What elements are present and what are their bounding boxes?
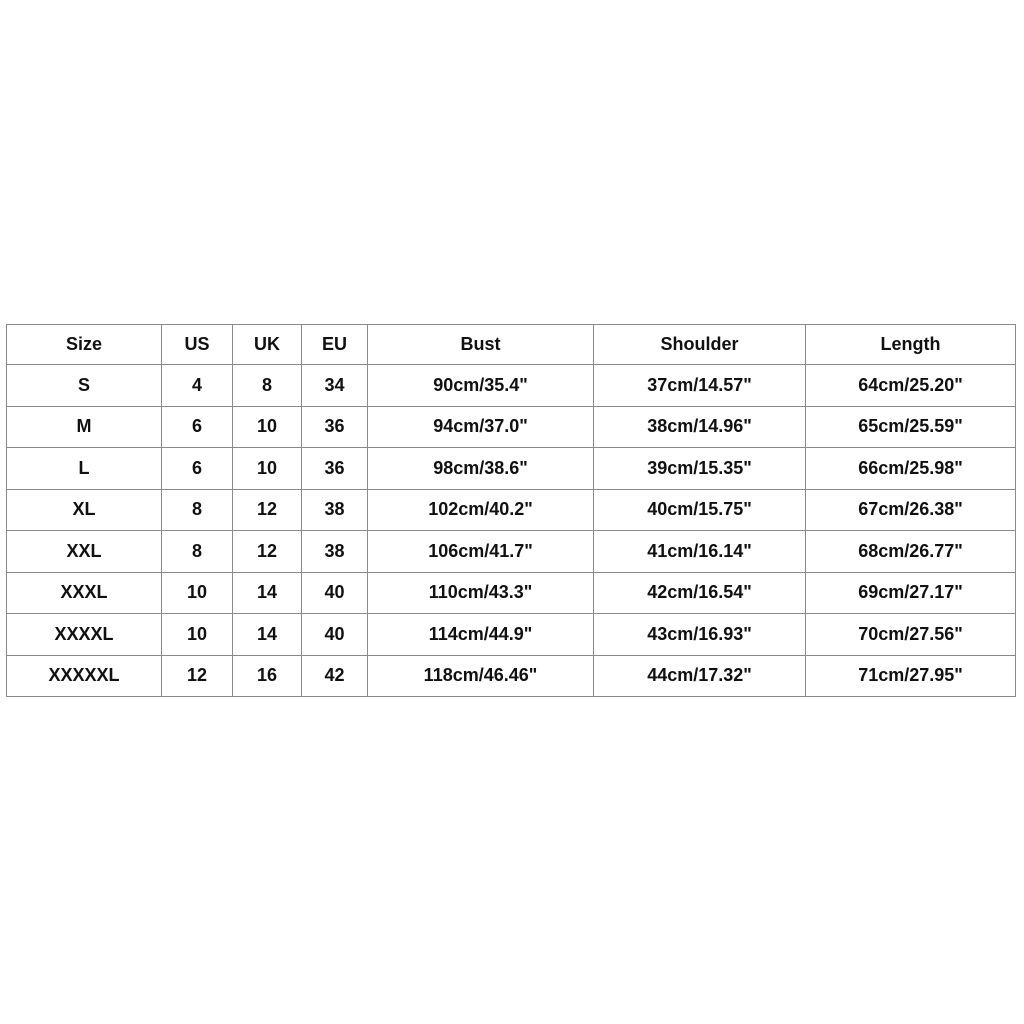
table-row xyxy=(7,614,1016,656)
cell-size: XXXXXL xyxy=(7,655,162,697)
cell-bust: 102cm/40.2" xyxy=(368,489,594,531)
cell-uk: 10 xyxy=(233,406,302,448)
cell-length: 71cm/27.95" xyxy=(806,655,1016,697)
cell-eu: 36 xyxy=(302,448,368,490)
cell-shoulder: 38cm/14.96" xyxy=(594,406,806,448)
table-row xyxy=(7,365,1016,407)
cell-length: 67cm/26.38" xyxy=(806,489,1016,531)
cell-length: 64cm/25.20" xyxy=(806,365,1016,407)
table-row xyxy=(7,572,1016,614)
cell-length: 68cm/26.77" xyxy=(806,531,1016,573)
cell-eu: 42 xyxy=(302,655,368,697)
cell-eu: 36 xyxy=(302,406,368,448)
cell-bust: 98cm/38.6" xyxy=(368,448,594,490)
cell-size: L xyxy=(7,448,162,490)
column-header-size: Size xyxy=(7,325,162,365)
table-row xyxy=(7,448,1016,490)
size-chart xyxy=(6,324,1015,697)
cell-size: XXXXL xyxy=(7,614,162,656)
table-row xyxy=(7,655,1016,697)
cell-eu: 34 xyxy=(302,365,368,407)
cell-length: 70cm/27.56" xyxy=(806,614,1016,656)
cell-us: 10 xyxy=(162,572,233,614)
column-header-bust: Bust xyxy=(368,325,594,365)
cell-eu: 40 xyxy=(302,572,368,614)
cell-shoulder: 44cm/17.32" xyxy=(594,655,806,697)
size-chart-table xyxy=(6,324,1016,697)
table-row xyxy=(7,489,1016,531)
cell-eu: 38 xyxy=(302,489,368,531)
cell-length: 66cm/25.98" xyxy=(806,448,1016,490)
cell-uk: 8 xyxy=(233,365,302,407)
table-row xyxy=(7,531,1016,573)
cell-us: 8 xyxy=(162,531,233,573)
cell-length: 65cm/25.59" xyxy=(806,406,1016,448)
cell-shoulder: 37cm/14.57" xyxy=(594,365,806,407)
cell-bust: 110cm/43.3" xyxy=(368,572,594,614)
cell-bust: 94cm/37.0" xyxy=(368,406,594,448)
cell-bust: 90cm/35.4" xyxy=(368,365,594,407)
cell-us: 4 xyxy=(162,365,233,407)
cell-size: XXXL xyxy=(7,572,162,614)
cell-eu: 40 xyxy=(302,614,368,656)
column-header-eu: EU xyxy=(302,325,368,365)
column-header-uk: UK xyxy=(233,325,302,365)
cell-us: 6 xyxy=(162,406,233,448)
cell-us: 10 xyxy=(162,614,233,656)
cell-uk: 12 xyxy=(233,489,302,531)
cell-uk: 14 xyxy=(233,572,302,614)
cell-shoulder: 43cm/16.93" xyxy=(594,614,806,656)
cell-shoulder: 39cm/15.35" xyxy=(594,448,806,490)
cell-size: XXL xyxy=(7,531,162,573)
cell-bust: 118cm/46.46" xyxy=(368,655,594,697)
cell-shoulder: 42cm/16.54" xyxy=(594,572,806,614)
cell-us: 12 xyxy=(162,655,233,697)
column-header-us: US xyxy=(162,325,233,365)
column-header-length: Length xyxy=(806,325,1016,365)
cell-size: M xyxy=(7,406,162,448)
cell-us: 6 xyxy=(162,448,233,490)
cell-shoulder: 40cm/15.75" xyxy=(594,489,806,531)
table-row xyxy=(7,406,1016,448)
cell-size: S xyxy=(7,365,162,407)
cell-uk: 16 xyxy=(233,655,302,697)
cell-uk: 10 xyxy=(233,448,302,490)
cell-bust: 106cm/41.7" xyxy=(368,531,594,573)
cell-shoulder: 41cm/16.14" xyxy=(594,531,806,573)
cell-uk: 12 xyxy=(233,531,302,573)
cell-us: 8 xyxy=(162,489,233,531)
cell-bust: 114cm/44.9" xyxy=(368,614,594,656)
cell-size: XL xyxy=(7,489,162,531)
cell-length: 69cm/27.17" xyxy=(806,572,1016,614)
column-header-shoulder: Shoulder xyxy=(594,325,806,365)
table-header-row xyxy=(7,325,1016,365)
cell-eu: 38 xyxy=(302,531,368,573)
cell-uk: 14 xyxy=(233,614,302,656)
